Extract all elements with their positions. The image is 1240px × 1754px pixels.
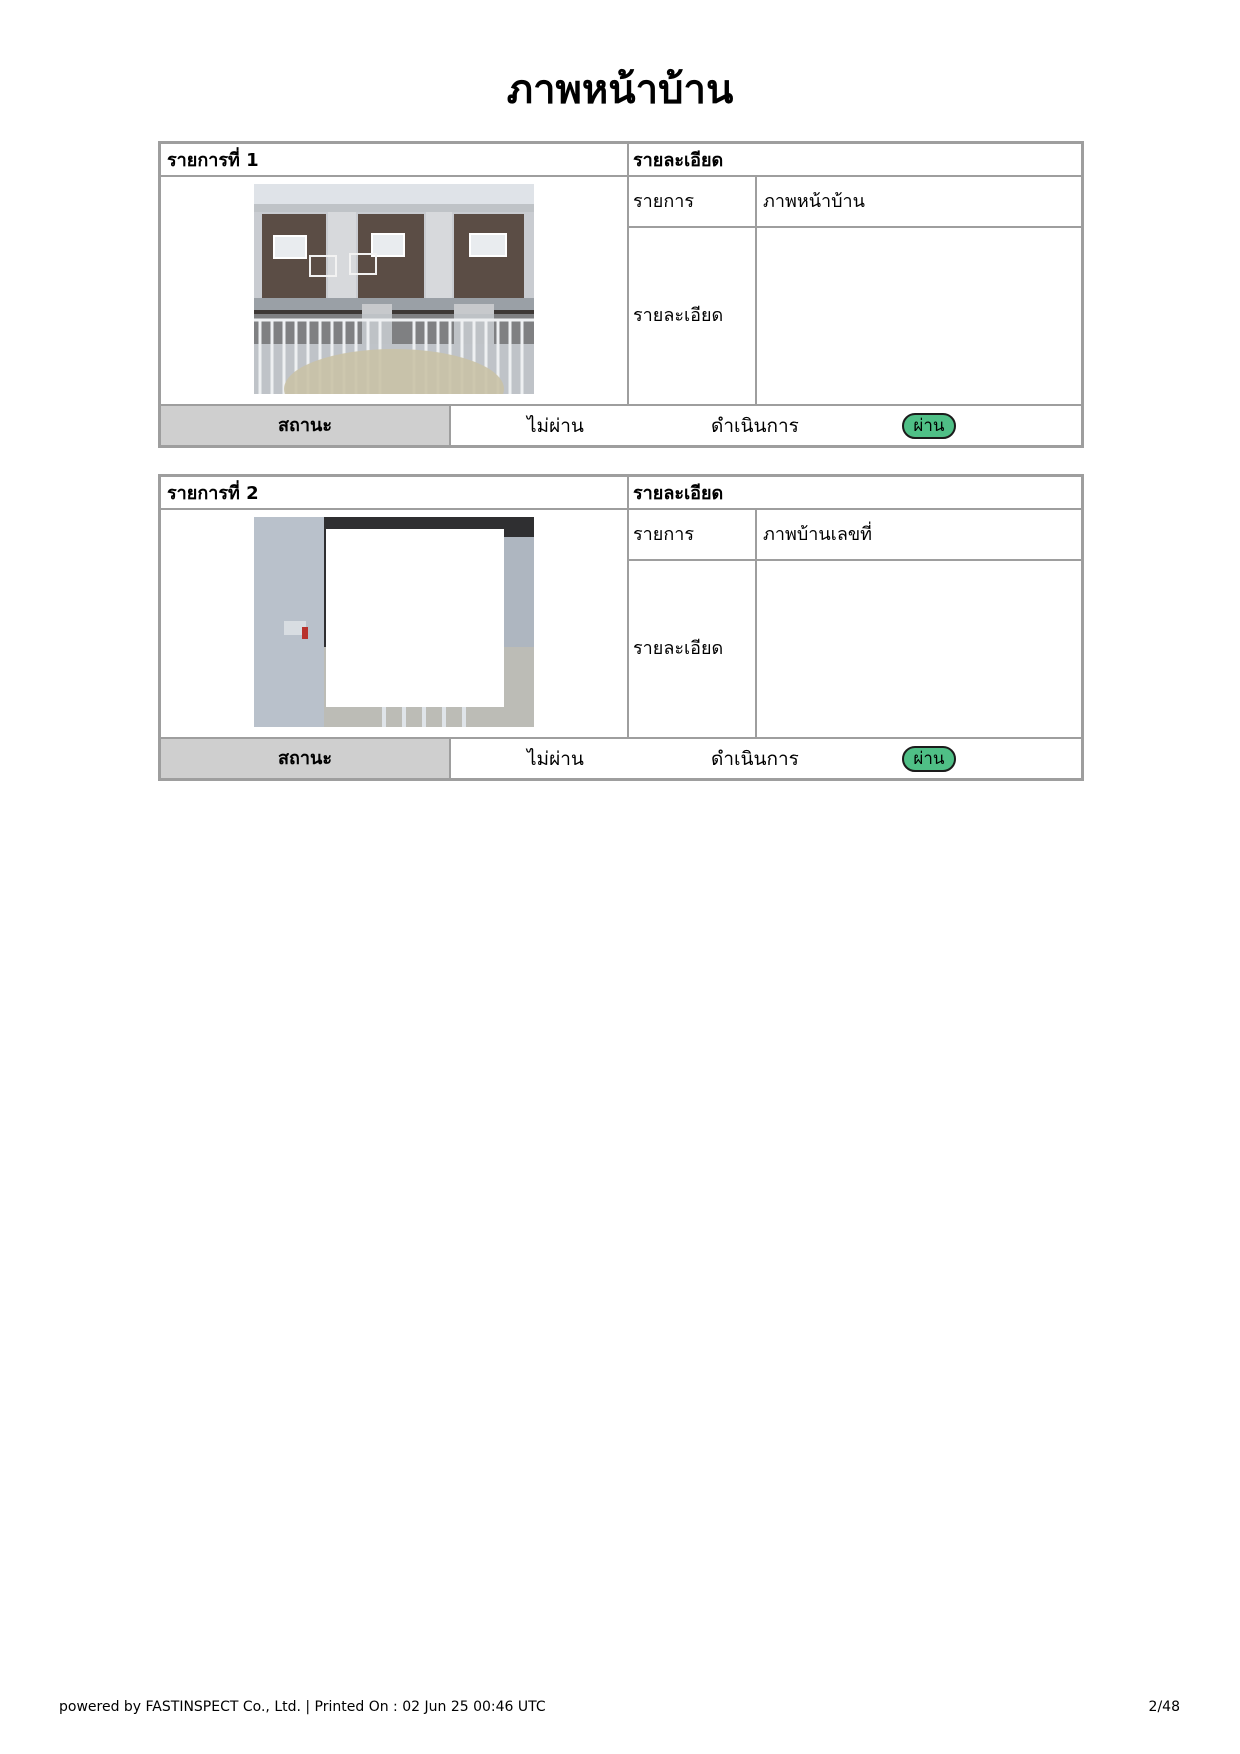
column-divider <box>755 177 757 404</box>
item-value: ภาพบ้านเลขที่ <box>763 524 873 545</box>
status-row <box>161 404 1081 445</box>
detail-value <box>763 228 1073 404</box>
status-option-in-progress[interactable]: ดำเนินการ <box>711 415 799 437</box>
detail-label: รายละเอียด <box>633 305 724 326</box>
detail-label: รายละเอียด <box>633 638 724 659</box>
status-option-fail[interactable]: ไม่ผ่าน <box>527 415 584 437</box>
column-divider <box>627 144 629 404</box>
status-row <box>161 737 1081 778</box>
item-header-row <box>161 477 1081 510</box>
status-label: สถานะ <box>161 406 451 445</box>
detail-heading: รายละเอียด <box>633 150 724 171</box>
status-option-fail[interactable]: ไม่ผ่าน <box>527 748 584 770</box>
item-value: ภาพหน้าบ้าน <box>763 191 865 212</box>
page-title: ภาพหน้าบ้าน <box>506 67 734 113</box>
item-heading: รายการที่ 2 <box>167 483 259 504</box>
house-front-photo-image <box>254 184 534 394</box>
column-divider <box>755 510 757 737</box>
item-heading: รายการที่ 1 <box>167 150 259 171</box>
status-option-pass[interactable]: ผ่าน <box>902 413 956 439</box>
page-number: 2/48 <box>1148 1699 1180 1715</box>
house-front-photo[interactable] <box>254 184 534 394</box>
status-label: สถานะ <box>161 739 451 778</box>
house-number-photo[interactable] <box>254 517 534 727</box>
detail-value <box>763 561 1073 737</box>
column-divider <box>627 477 629 737</box>
status-option-in-progress[interactable]: ดำเนินการ <box>711 748 799 770</box>
house-number-photo-image <box>254 517 534 727</box>
footer-credit: powered by FASTINSPECT Co., Ltd. | Printed On : 02 Jun 25 00:46 UTC <box>59 1699 546 1715</box>
inspection-item-card <box>158 141 1084 448</box>
status-option-pass[interactable]: ผ่าน <box>902 746 956 772</box>
inspection-item-card <box>158 474 1084 781</box>
item-header-row <box>161 144 1081 177</box>
detail-heading: รายละเอียด <box>633 483 724 504</box>
item-label: รายการ <box>633 524 694 545</box>
item-label: รายการ <box>633 191 694 212</box>
